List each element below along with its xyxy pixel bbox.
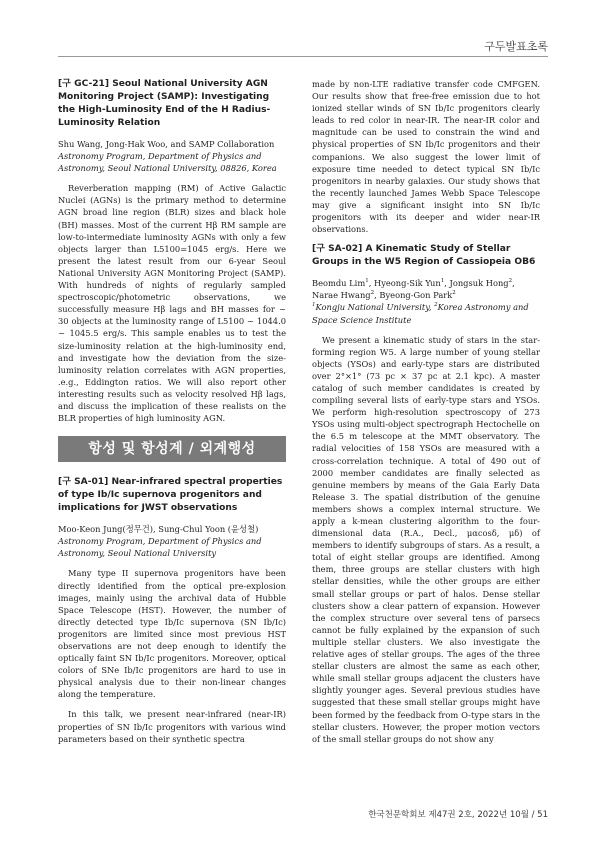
abstract-body-gc21: Reverberation mapping (RM) of Active Galactic Nuclei (AGNs) is the primary method to determine AGN broad line region (BLR) sizes and black hole (BH) masses. Most of the current Hβ RM sample are low-to-intermediate luminosity AGNs with only a few objects larger than L5100=1045 erg/s. Here we present the latest result from our 6-year Seoul National University AGN Monitoring Project (SAMP). With hundreds of nights of regularly sampled spectroscopic/photometric observations, we successfully measure Hβ lags and BH masses for ~ 30 objects at the luminosity range of L5100 ~ 1044.0 ~ 1045.5 erg/s. This sample enables us to test the size-luminosity relation at the high-luminosity end, and investigate how the deviation from the size-luminosity relation correlates with AGN properties, .e.g., Eddington ratios. We will also report other interesting results such as velocity resolved Hβ lags, and discuss the implication of these realists on the BLR properties of high luminosity AGN. <box>58 183 286 424</box>
affiliation-2: Korea Astronomy and Space Science Institute <box>312 302 529 325</box>
header-rule <box>58 56 548 57</box>
author-name: Beomdu Lim <box>312 278 366 289</box>
running-head: 구두발표초록 <box>484 40 548 53</box>
affil-mark: 2 <box>434 302 438 309</box>
author-affil-mark: 2 <box>370 290 375 297</box>
author-name: , Jongsuk Hong <box>444 278 509 289</box>
left-column <box>58 78 286 753</box>
author-name: , Narae Hwang <box>312 278 515 301</box>
section-banner: 항성 및 항성계 / 외계행성 <box>58 436 286 462</box>
abstract-body-sa01-continued: made by non-LTE radiative transfer code CMFGEN. Our results show that free-free emission due to hot ionized stellar winds of SN Ib/Ic progenitors clearly leads to red color in near-IR. The near-IR color and magnitude can be used to constrain the wind and physical properties of SN Ib/Ic progenitors and their companions. We also suggest the lower limit of exposure time needed to detect typical SN Ib/Ic progenitors in nearby galaxies. Our study shows that the recently launched James Webb Space Telescope may give a significant insight into SN Ib/Ic progenitors with its deeper and wider near-IR observations. <box>312 79 540 235</box>
abstract-body-sa01-p1: Many type II supernova progenitors have been directly identified from the optical pre-explosion images, mainly using the archival data of Hubble Space Telescope (HST). However, the number of directly detected type Ib/Ic supernova (SN Ib/Ic) progenitors are limited since most previous HST observations are not deep enough to identify the optically faint SN Ib/Ic progenitors. Moreover, optical colors of SNe Ib/Ic progenitors are hard to use in physical analysis due to their non-linear changes along the temperature. <box>58 568 286 700</box>
abstract-authors-sa01: Moo-Keon Jung(정무건), Sung-Chul Yoon (윤성철) <box>58 524 259 535</box>
abstract-title-sa01: [구 SA-01] Near-infrared spectral properties of type Ib/Ic supernova progenitors and implications for JWST observations <box>58 477 283 514</box>
affiliation-1: Kongju National University, <box>315 302 435 313</box>
abstract-body-sa01-p2: In this talk, we present near-infrared (near-IR) properties of SN Ib/Ic progenitors with various wind parameters based on their synthetic spectra <box>58 709 286 744</box>
abstract-affiliation-sa01: Astronomy Program, Department of Physics and Astronomy, Seoul National University <box>58 536 262 559</box>
abstract-affiliation-gc21: Astronomy Program, Department of Physics and Astronomy, Seoul National University, 08826, Korea <box>58 151 277 174</box>
author-name: , Byeong-Gon Park <box>374 290 453 301</box>
page-footer: 한국천문학회보 제47권 2호, 2022년 10월 / 51 <box>368 810 548 820</box>
abstract-body-sa02: We present a kinematic study of stars in the star-forming region W5. A large number of young stellar objects (YSOs) and early-type stars are distributed over 2°×1° (73 pc × 37 pc at 2.1 kpc). A master catalog of such member candidates is created by compiling several lists of early-type stars and YSOs. We perform high-resolution spectroscopy of 273 YSOs using multi-object spectrograph Hectochelle on the 6.5 m telescope at the MMT observatory. The radial velocities of 158 YSOs are measured with a cross-correlation technique. A total of 490 out of 2000 member candidates are finally selected as genuine members by means of the Gaia Early Data Release 3. The spatial distribution of the genuine members shows a complex internal structure. We apply a k-mean clustering algorithm to the four-dimensional data (R.A., Decl., μαcosδ, μδ) of members to identify subgroups of stars. As a result, a total of eight stellar groups are identified. Among them, three groups are stellar clusters with high stellar densities, while the other groups are either small stellar groups or part of halos. Dense stellar clusters show a clear pattern of expansion. However the complex structure over several tens of parsecs cannot be fully explained by the expansion of such multiple stellar clusters. We also investigate the relative ages of stellar groups. The ages of the three stellar clusters are almost the same as each other, while small stellar groups adjacent the clusters have slightly younger ages. Several previous studies have suggested that these small stellar groups might have been formed by the feedback from O-type stars in the stellar clusters. However, the proper motion vectors of the small stellar groups do not show any <box>312 334 540 744</box>
author-affil-mark: 2 <box>508 278 513 285</box>
abstract-title-gc21: [구 GC-21] Seoul National University AGN Monitoring Project (SAMP): Investigating the High-Luminosity End of the H Radius-Luminosity Relation <box>58 79 271 128</box>
author-affil-mark: 1 <box>365 278 369 285</box>
author-affil-mark: 1 <box>440 278 445 285</box>
abstract-authors-gc21: Shu Wang, Jong-Hak Woo, and SAMP Collaboration <box>58 139 275 149</box>
author-name: , Hyeong-Sik Yun <box>368 278 441 289</box>
abstract-title-sa02: [구 SA-02] A Kinematic Study of Stellar Groups in the W5 Region of Cassiopeia OB6 <box>312 244 536 268</box>
abstract-authors-sa02 <box>312 277 540 301</box>
abstract-affiliation-sa02 <box>312 301 540 325</box>
affil-mark: 1 <box>312 302 316 309</box>
author-affil-mark: 2 <box>452 290 456 297</box>
right-column <box>312 78 540 753</box>
